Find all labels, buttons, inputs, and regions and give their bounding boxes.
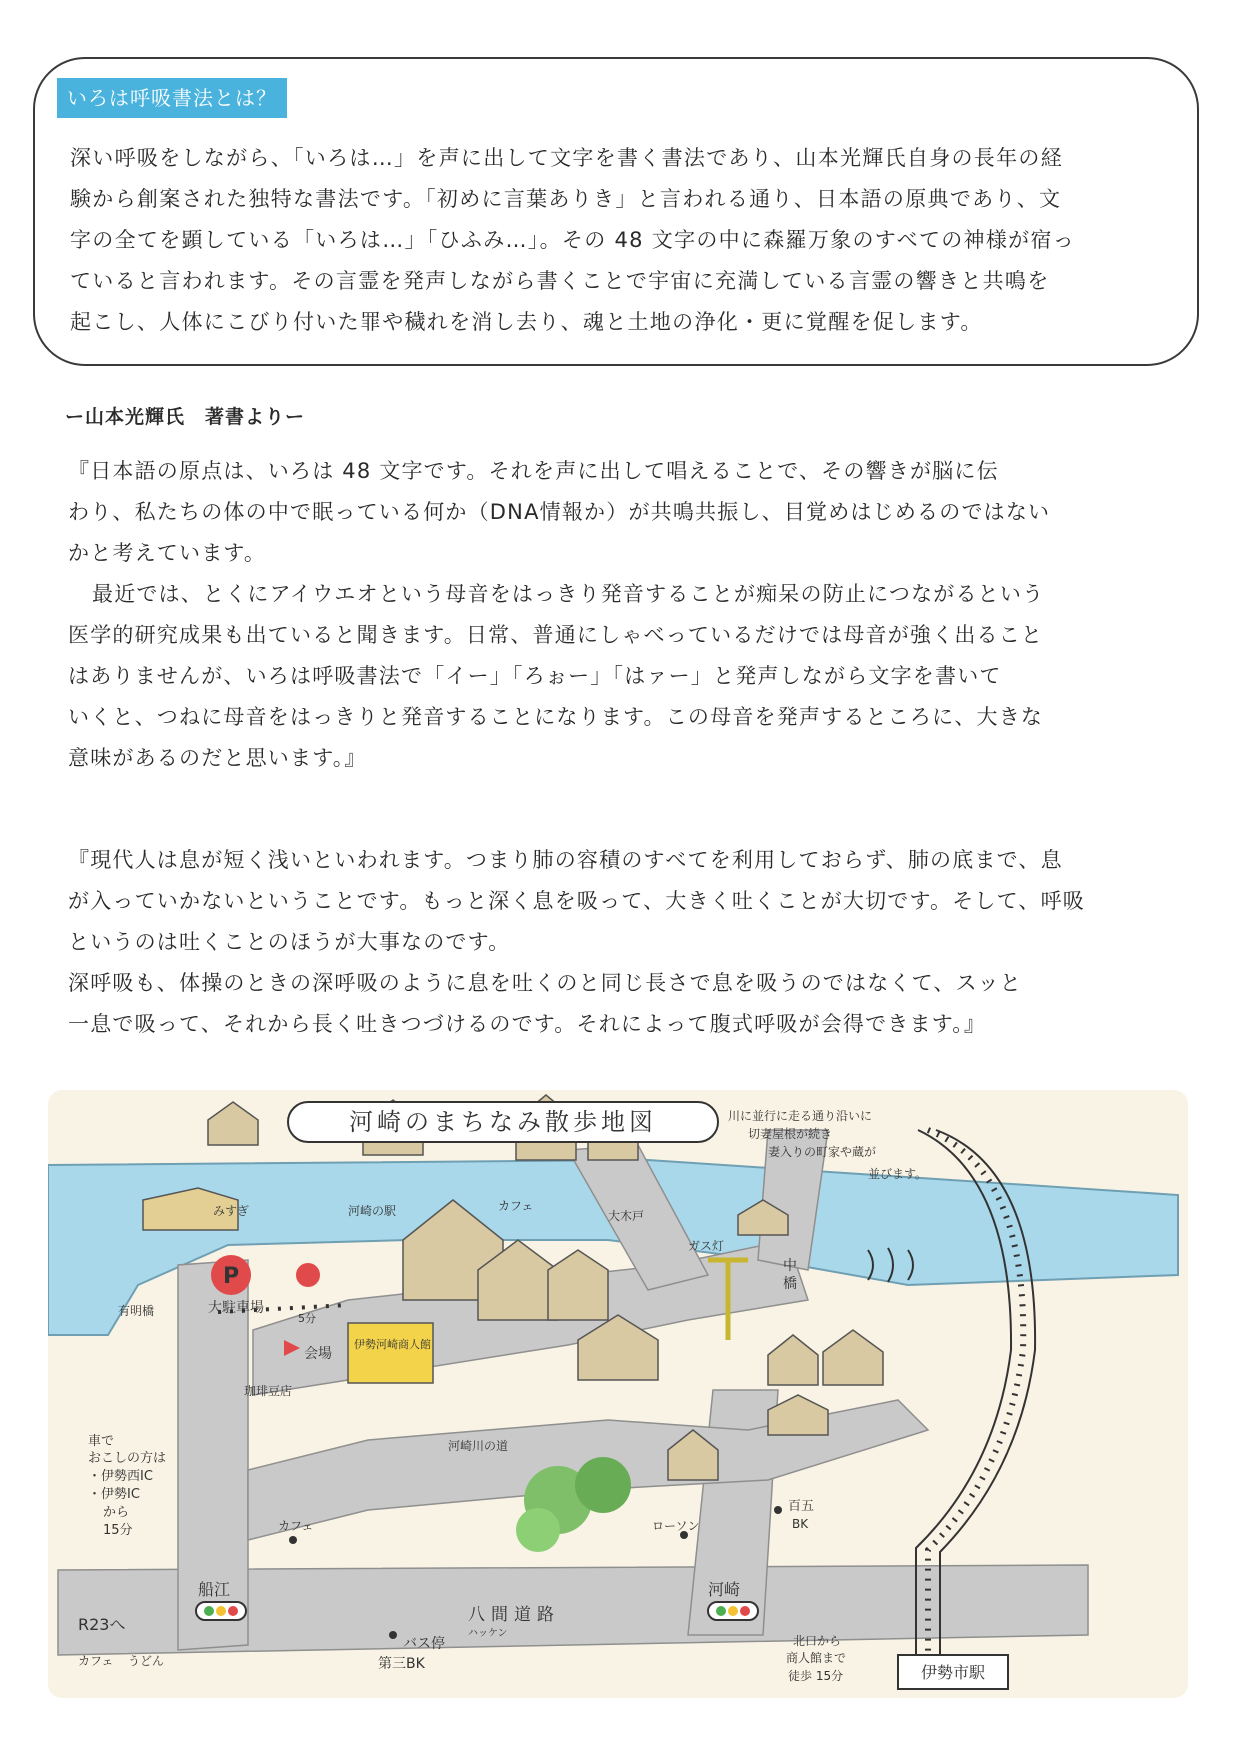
hyakugo-label: 百五	[788, 1499, 815, 1514]
cafe-dot	[289, 1536, 297, 1544]
map-note-line: 妻入りの町家や蔵が	[768, 1145, 877, 1159]
car-line: ・伊勢西IC	[88, 1469, 153, 1484]
kawasaki-station-label: 河崎の駅	[348, 1204, 397, 1218]
kitaguchi-line: 徒歩 15分	[788, 1669, 844, 1683]
gas-lamp-label: ガス灯	[688, 1239, 725, 1253]
bus-stop-label: バス停	[403, 1636, 445, 1652]
walking-map	[48, 1090, 1188, 1698]
station-label: 伊勢市駅	[920, 1663, 986, 1682]
merchant-hall-label: 伊勢河崎商人館	[354, 1338, 431, 1351]
quote-line: 一息で吸って、それから長く吐きつづけるのです。それによって腹式呼吸が会得できます。』	[68, 1012, 987, 1036]
intro-title: いろは呼吸書法とは？	[57, 78, 287, 118]
quote-paragraph-2	[68, 840, 1180, 1045]
r23-label: R23へ	[78, 1615, 126, 1634]
traffic-light-icon	[708, 1602, 758, 1620]
car-line: おこしの方は	[88, 1451, 167, 1466]
map-note-line: 川に並行に走る通り沿いに	[728, 1109, 873, 1123]
quote-line: いくと、つねに母音をはっきりと発音することになります。この母音を発声するところに、大きな	[68, 705, 1044, 729]
car-line: 15分	[103, 1523, 133, 1538]
traffic-light-icon	[196, 1602, 246, 1620]
ariake-label: 有明橋	[118, 1304, 155, 1318]
bank-dot	[774, 1506, 782, 1514]
misugi-label: みすぎ	[213, 1204, 250, 1218]
kawasaki-label: 河崎	[708, 1580, 741, 1599]
map-illustration	[48, 1090, 1188, 1698]
parking-icon-small	[296, 1263, 320, 1287]
quote-heading: ー山本光輝氏 著書よりー	[65, 406, 306, 428]
quote-line: というのは吐くことのほうが大事なのです。	[68, 930, 511, 954]
quote-line: かと考えています。	[68, 541, 267, 565]
quote-line: はありませんが、いろは呼吸書法で「イー」「ろぉー」「はァー」と発声しながら文字を書いて	[68, 664, 1002, 688]
quote-line: が入っていかないということです。もっと深く息を吸って、大きく吐くことが大切です。そして、呼吸	[68, 889, 1085, 913]
naka-label: 中	[783, 1258, 797, 1274]
coffee-label: 珈琲豆店	[244, 1384, 293, 1398]
quote-line: わり、私たちの体の中で眠っている何か（DNA情報か）が共鳴共振し、目覚めはじめるのではない	[68, 500, 1051, 524]
kitaguchi-line: 商人館まで	[786, 1651, 847, 1665]
five-min-label: 5分	[298, 1312, 316, 1325]
intro-line: 深い呼吸をしながら、「いろは…」を声に出して文字を書く書法であり、山本光輝氏自身の長年の経	[70, 146, 1063, 170]
map-note-line: 並びます。	[868, 1167, 928, 1181]
parking-p: P	[223, 1264, 240, 1289]
funae-label: 船江	[198, 1580, 231, 1599]
cafe-label: カフェ	[498, 1199, 534, 1213]
intro-paragraph	[70, 138, 1180, 343]
venue-label: 会場	[304, 1346, 332, 1362]
hachiken-kana: ハッケン	[468, 1628, 508, 1639]
hashi-label: 橋	[783, 1276, 797, 1292]
quote-paragraph-1	[68, 451, 1180, 779]
car-line: から	[103, 1505, 130, 1520]
intro-line: 字の全てを顕している「いろは…」「ひふみ…」。その 48 文字の中に森羅万象のすべての神様が宿っ	[70, 228, 1076, 252]
lawson-label: ローソン	[652, 1519, 700, 1533]
intro-line: 験から創案された独特な書法です。「初めに言葉ありき」と言われる通り、日本語の原典であり、文	[70, 187, 1062, 211]
hachiken-label: 八間道路	[468, 1605, 560, 1625]
quote-line: 意味があるのだと思います。』	[68, 746, 367, 770]
quote-line: 最近では、とくにアイウエオという母音をはっきり発音することが痴呆の防止につながるという	[92, 582, 1045, 606]
car-line: 車で	[88, 1434, 115, 1449]
river-path-label: 河崎川の道	[448, 1439, 509, 1453]
intro-line: ていると言われます。その言霊を発声しながら書くことで宇宙に充満している言霊の響きと共鳴を	[70, 269, 1050, 293]
quote-line: 『日本語の原点は、いろは 48 文字です。それを声に出して唱えることで、その響きが脳に伝	[68, 459, 999, 483]
cafe-label-2: カフェ	[278, 1519, 314, 1533]
quote-line: 『現代人は息が短く浅いといわれます。つまり肺の容積のすべてを利用しておらず、肺の底まで、息	[68, 848, 1063, 872]
bus-stop-dot	[389, 1631, 397, 1639]
map-title: 河崎のまちなみ散歩地図	[349, 1108, 657, 1136]
cafe-label-3: カフェ	[78, 1654, 114, 1668]
quote-line: 医学的研究成果も出ていると聞きます。日常、普通にしゃべっているだけでは母音が強く出ること	[68, 623, 1044, 647]
quote-line: 深呼吸も、体操のときの深呼吸のように息を吐くのと同じ長さで息を吸うのではなくて、スッと	[68, 971, 1022, 995]
merchant-hall-building	[348, 1323, 433, 1383]
intro-line: 起こし、人体にこびり付いた罪や穢れを消し去り、魂と土地の浄化・更に覚醒を促します。	[70, 310, 983, 334]
car-line: ・伊勢IC	[88, 1487, 140, 1502]
daisan-bk-label: 第三BK	[378, 1656, 425, 1672]
map-note-line: 切妻屋根が続き	[748, 1127, 833, 1141]
udon-label: うどん	[128, 1654, 165, 1668]
parking-label: 大駐車場	[208, 1300, 264, 1316]
bank-label: BK	[792, 1517, 809, 1531]
kitaguchi-line: 北口から	[793, 1634, 842, 1648]
ookido-label: 大木戸	[608, 1209, 645, 1223]
